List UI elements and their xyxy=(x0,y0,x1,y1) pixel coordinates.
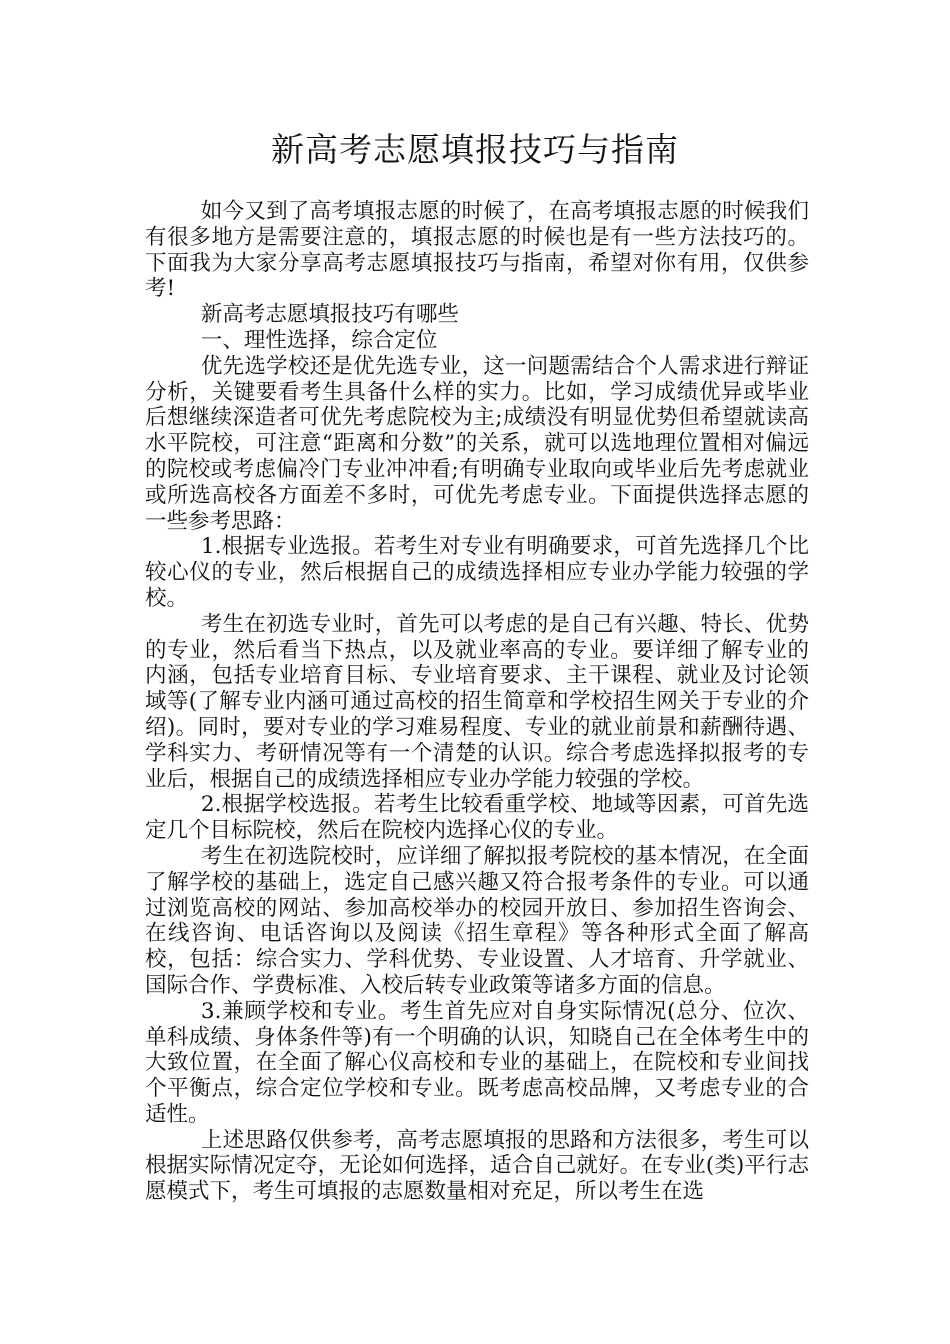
paragraph-intro: 如今又到了高考填报志愿的时候了，在高考填报志愿的时候我们有很多地方是需要注意的，填报志愿的时候也是有一些方法技巧的。下面我为大家分享高考志愿填报技巧与指南，希望对你有用，仅供参考! xyxy=(145,199,809,302)
paragraph: 上述思路仅供参考，高考志愿填报的思路和方法很多，考生可以根据实际情况定夺，无论如何选择，适合自己就好。在专业(类)平行志愿模式下，考生可填报的志愿数量相对充足，所以考生在选 xyxy=(145,1127,809,1205)
paragraph: 优先选学校还是优先选专业，这一问题需结合个人需求进行辩证分析，关键要看考生具备什么样的实力。比如，学习成绩优异或毕业后想继续深造者可优先考虑院校为主;成绩没有明显优势但希望就读高水平院校，可注意“距离和分数”的关系，就可以选地理位置相对偏远的院校或考虑偏冷门专业冲冲看;有明确专业取向或毕业后先考虑就业或所选高校各方面差不多时，可优先考虑专业。下面提供选择志愿的一些参考思路： xyxy=(145,353,809,534)
document-title: 新高考志愿填报技巧与指南 xyxy=(271,130,679,169)
paragraph-heading: 新高考志愿填报技巧有哪些 xyxy=(200,302,459,328)
paragraph: 3.兼顾学校和专业。考生首先应对自身实际情况(总分、位次、单科成绩、身体条件等)有一个明确的认识，知晓自己在全体考生中的大致位置，在全面了解心仪高校和专业的基础上，在院校和专业间找个平衡点，综合定位学校和专业。既考虑高校品牌，又考虑专业的合适性。 xyxy=(145,998,809,1127)
paragraph-section-heading: 一、理性选择，综合定位 xyxy=(200,327,438,353)
paragraph: 考生在初选院校时，应详细了解拟报考院校的基本情况，在全面了解学校的基础上，选定自己感兴趣又符合报考条件的专业。可以通过浏览高校的网站、参加高校举办的校园开放日、参加招生咨询会、在线咨询、电话咨询以及阅读《招生章程》等各种形式全面了解高校，包括：综合实力、学科优势、专业设置、人才培育、升学就业、国际合作、学费标准、入校后转专业政策等诸多方面的信息。 xyxy=(145,843,809,998)
paragraph: 2.根据学校选报。若考生比较看重学校、地域等因素，可首先选定几个目标院校，然后在院校内选择心仪的专业。 xyxy=(145,792,809,844)
paragraph: 1.根据专业选报。若考生对专业有明确要求，可首先选择几个比较心仪的专业，然后根据自己的成绩选择相应专业办学能力较强的学校。 xyxy=(145,534,809,611)
document-body xyxy=(145,199,809,1205)
paragraph: 考生在初选专业时，首先可以考虑的是自己有兴趣、特长、优势的专业，然后看当下热点，以及就业率高的专业。要详细了解专业的内涵，包括专业培育目标、专业培育要求、主干课程、就业及讨论领域等(了解专业内涵可通过高校的招生简章和学校招生网关于专业的介绍)。同时，要对专业的学习难易程度、专业的就业前景和薪酬待遇、学科实力、考研情况等有一个清楚的认识。综合考虑选择拟报考的专业后，根据自己的成绩选择相应专业办学能力较强的学校。 xyxy=(145,611,809,792)
